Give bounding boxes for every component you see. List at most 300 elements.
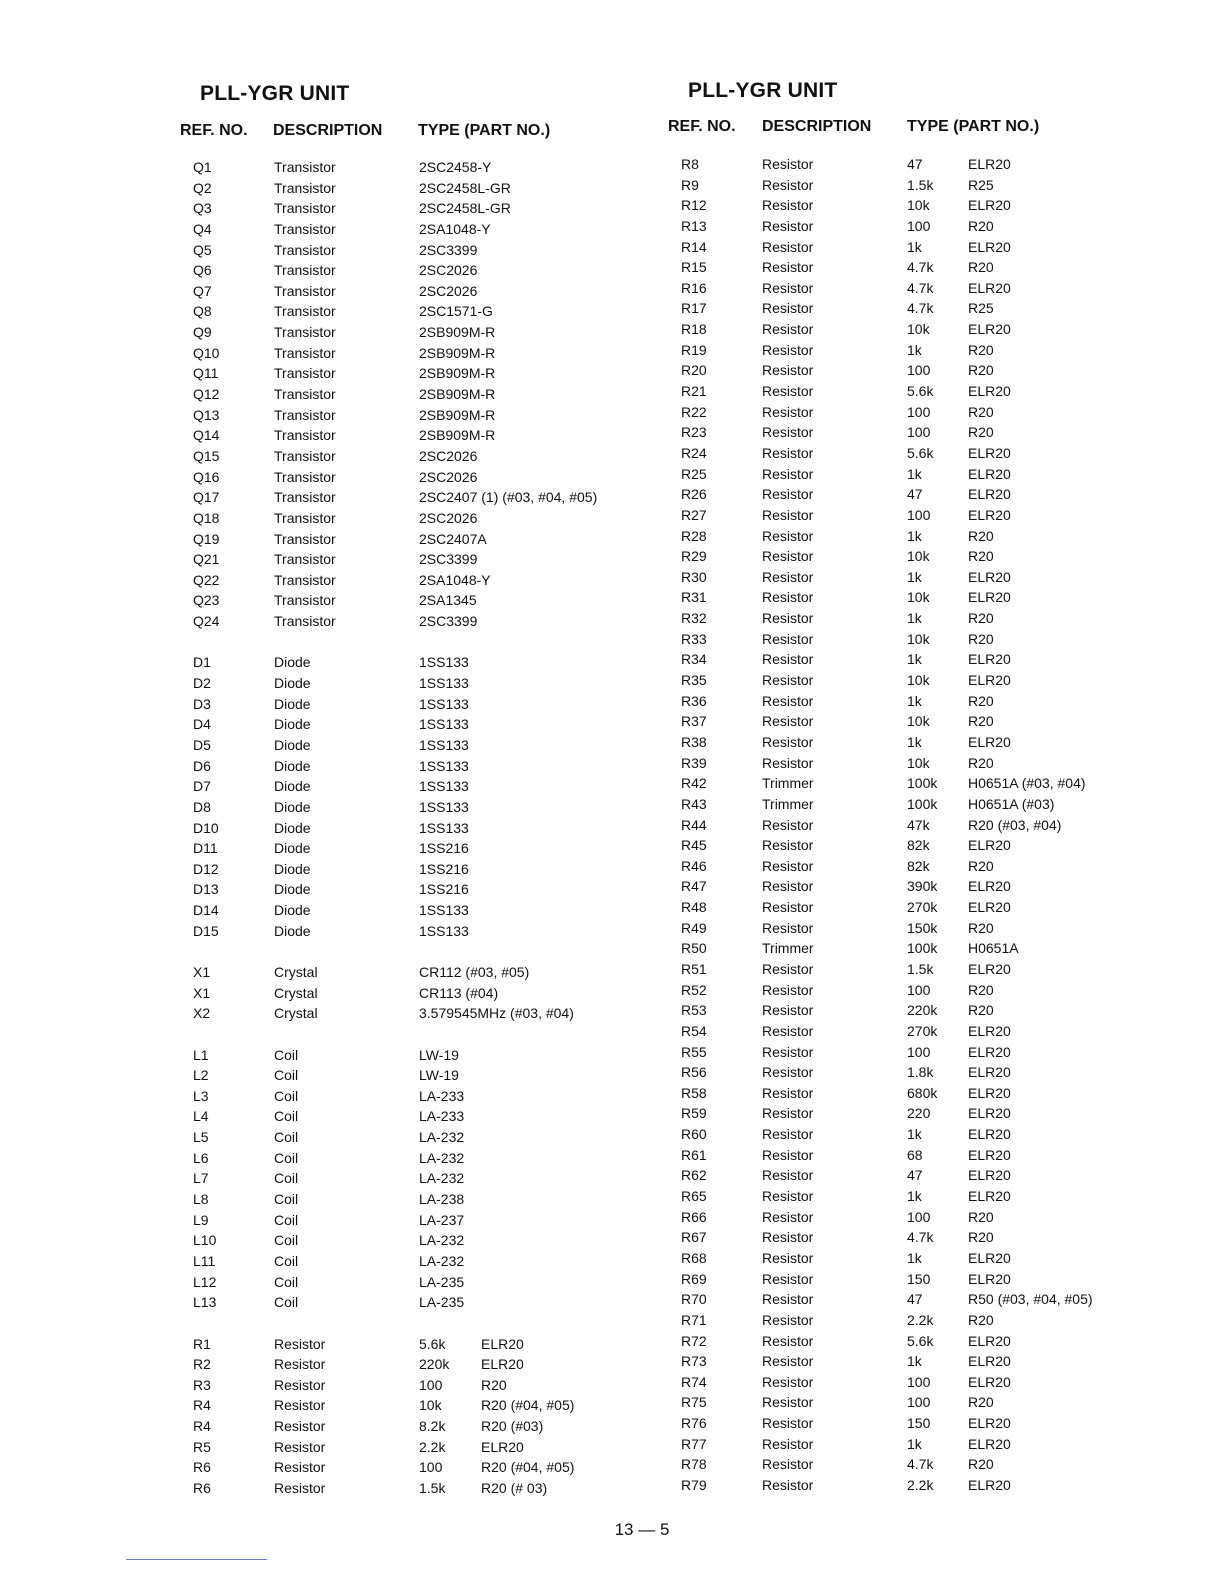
part-no-cell: H0651A (#03, #04) — [968, 775, 1086, 792]
ref-no-cell: R38 — [681, 733, 707, 750]
header-ref-no: REF. NO. — [668, 118, 736, 135]
ref-no-cell: R79 — [681, 1477, 707, 1493]
description-cell: Resistor — [762, 321, 814, 338]
type-cell: 2SC2407A — [419, 530, 487, 547]
type-cell: 4.7k — [907, 259, 934, 276]
description-cell: Transistor — [274, 551, 336, 568]
type-cell: 5.6k — [907, 1332, 934, 1349]
ref-no-cell: R59 — [681, 1105, 707, 1122]
ref-no-cell: L10 — [193, 1232, 217, 1249]
type-cell: 1SS133 — [419, 819, 469, 836]
part-no-cell: ELR20 — [968, 837, 1011, 854]
ref-no-cell: R76 — [681, 1415, 707, 1432]
description-cell: Resistor — [762, 672, 814, 689]
unit-title: PLL-YGR UNIT — [688, 79, 838, 102]
ref-no-cell: D15 — [193, 922, 219, 939]
type-cell: 1SS133 — [419, 757, 469, 774]
ref-no-cell: D14 — [193, 902, 219, 919]
part-no-cell: ELR20 — [968, 1022, 1011, 1039]
part-no-cell: ELR20 — [968, 1477, 1011, 1493]
ref-no-cell: L5 — [193, 1129, 209, 1146]
ref-no-cell: D6 — [193, 757, 211, 774]
part-no-cell: ELR20 — [481, 1356, 524, 1373]
description-cell: Transistor — [274, 159, 336, 175]
type-cell: LA-235 — [419, 1273, 465, 1290]
description-cell: Resistor — [762, 1373, 814, 1390]
type-cell: 1.5k — [907, 176, 934, 193]
page-number: 13 — 5 — [614, 1520, 670, 1539]
description-cell: Resistor — [762, 692, 814, 709]
description-cell: Resistor — [762, 465, 814, 482]
description-cell: Resistor — [762, 1043, 814, 1060]
ref-no-cell: R53 — [681, 1002, 707, 1019]
part-no-cell: ELR20 — [968, 733, 1011, 750]
description-cell: Resistor — [762, 1394, 814, 1411]
ref-no-cell: R73 — [681, 1353, 707, 1370]
part-no-cell: ELR20 — [968, 156, 1011, 172]
type-cell: LA-232 — [419, 1129, 465, 1146]
description-cell: Resistor — [762, 279, 814, 296]
type-cell: 47 — [907, 1167, 923, 1184]
type-cell: 2SA1048-Y — [419, 571, 491, 588]
type-cell: 2SA1345 — [419, 592, 477, 609]
description-cell: Transistor — [274, 241, 336, 258]
type-cell: 5.6k — [419, 1335, 446, 1352]
type-cell: 2SB909M-R — [419, 344, 496, 361]
type-cell: LA-232 — [419, 1252, 465, 1269]
ref-no-cell: R60 — [681, 1126, 707, 1143]
part-no-cell: ELR20 — [968, 506, 1011, 523]
description-cell: Diode — [274, 902, 311, 919]
ref-no-cell: R52 — [681, 981, 707, 998]
ref-no-cell: R45 — [681, 837, 707, 854]
ref-no-cell: R12 — [681, 197, 707, 214]
part-no-cell: R20 — [968, 362, 994, 379]
description-cell: Transistor — [274, 592, 336, 609]
description-cell: Resistor — [762, 383, 814, 400]
description-cell: Resistor — [762, 878, 814, 895]
description-cell: Resistor — [762, 857, 814, 874]
type-cell: 100 — [907, 362, 931, 379]
description-cell: Resistor — [762, 197, 814, 214]
part-no-cell: R20 (#04, #05) — [481, 1397, 575, 1414]
type-cell: 1SS133 — [419, 675, 469, 692]
part-no-cell: ELR20 — [968, 1084, 1011, 1101]
description-cell: Diode — [274, 675, 311, 692]
description-cell: Diode — [274, 716, 311, 733]
type-cell: 150 — [907, 1270, 931, 1287]
ref-no-cell: R44 — [681, 816, 707, 833]
ref-no-cell: R35 — [681, 672, 707, 689]
ref-no-cell: Q2 — [193, 179, 212, 196]
description-cell: Resistor — [762, 1456, 814, 1473]
ref-no-cell: R15 — [681, 259, 707, 276]
description-cell: Resistor — [762, 217, 814, 234]
type-cell: 2SB909M-R — [419, 406, 496, 423]
ref-no-cell: Q21 — [193, 551, 220, 568]
type-cell: 150 — [907, 1415, 931, 1432]
ref-no-cell: D2 — [193, 675, 211, 692]
description-cell: Transistor — [274, 530, 336, 547]
description-cell: Resistor — [762, 1188, 814, 1205]
description-cell: Resistor — [762, 1229, 814, 1246]
ref-no-cell: Q12 — [193, 386, 220, 403]
description-cell: Transistor — [274, 179, 336, 196]
type-cell: 1SS216 — [419, 860, 469, 877]
description-cell: Resistor — [762, 238, 814, 255]
type-cell: LA-235 — [419, 1294, 465, 1311]
ref-no-cell: R61 — [681, 1146, 707, 1163]
part-no-cell: ELR20 — [968, 238, 1011, 255]
type-cell: 100 — [907, 1373, 931, 1390]
type-cell: CR112 (#03, #05) — [419, 963, 530, 980]
ref-no-cell: L11 — [193, 1252, 216, 1269]
ref-no-cell: R19 — [681, 341, 707, 358]
type-cell: LA-232 — [419, 1232, 465, 1249]
ref-no-cell: L7 — [193, 1170, 209, 1187]
description-cell: Resistor — [762, 960, 814, 977]
description-cell: Resistor — [762, 156, 814, 172]
ref-no-cell: D1 — [193, 654, 211, 671]
ref-no-cell: L12 — [193, 1273, 217, 1290]
ref-no-cell: R6 — [193, 1459, 211, 1476]
type-cell: 2SC2026 — [419, 447, 478, 464]
type-cell: 5.6k — [907, 444, 934, 461]
type-cell: 1SS133 — [419, 902, 469, 919]
ref-no-cell: R69 — [681, 1270, 707, 1287]
type-cell: 4.7k — [907, 300, 934, 317]
ref-no-cell: Q8 — [193, 303, 212, 320]
description-cell: Trimmer — [762, 775, 814, 792]
part-no-cell: R20 (#03, #04) — [968, 816, 1062, 833]
description-cell: Transistor — [274, 571, 336, 588]
ref-no-cell: D7 — [193, 778, 211, 795]
ref-no-cell: R24 — [681, 444, 707, 461]
description-cell: Resistor — [274, 1335, 326, 1352]
ref-no-cell: X1 — [193, 984, 211, 1001]
ref-no-cell: R68 — [681, 1249, 707, 1266]
ref-no-cell: Q3 — [193, 200, 212, 217]
description-cell: Resistor — [762, 610, 814, 627]
description-cell: Resistor — [762, 506, 814, 523]
description-cell: Diode — [274, 922, 311, 939]
ref-no-cell: L9 — [193, 1211, 209, 1228]
description-cell: Resistor — [762, 1002, 814, 1019]
part-no-cell: R20 — [968, 217, 994, 234]
ref-no-cell: R58 — [681, 1084, 707, 1101]
part-no-cell: ELR20 — [968, 1332, 1011, 1349]
description-cell: Resistor — [762, 651, 814, 668]
type-cell: 1k — [907, 341, 922, 358]
description-cell: Transistor — [274, 468, 336, 485]
ref-no-cell: R49 — [681, 919, 707, 936]
ref-no-cell: L8 — [193, 1191, 209, 1208]
ref-no-cell: L6 — [193, 1149, 209, 1166]
ref-no-cell: R67 — [681, 1229, 707, 1246]
description-cell: Coil — [274, 1252, 299, 1269]
type-cell: 2SC1571-G — [419, 303, 493, 320]
ref-no-cell: Q7 — [193, 282, 212, 299]
description-cell: Resistor — [762, 341, 814, 358]
part-no-cell: ELR20 — [968, 651, 1011, 668]
ref-no-cell: Q15 — [193, 447, 220, 464]
ref-no-cell: D3 — [193, 695, 211, 712]
description-cell: Crystal — [274, 984, 318, 1001]
description-cell: Diode — [274, 881, 311, 898]
ref-no-cell: Q18 — [193, 509, 220, 526]
part-no-cell: ELR20 — [968, 197, 1011, 214]
description-cell: Resistor — [762, 1022, 814, 1039]
unit-title: PLL-YGR UNIT — [200, 82, 350, 105]
description-cell: Resistor — [762, 1064, 814, 1081]
type-cell: 2SB909M-R — [419, 365, 496, 382]
type-cell: 1k — [907, 610, 922, 627]
type-cell: 10k — [907, 713, 930, 730]
ref-no-cell: R13 — [681, 217, 707, 234]
part-no-cell: ELR20 — [968, 878, 1011, 895]
part-no-cell: ELR20 — [968, 1353, 1011, 1370]
type-cell: 82k — [907, 857, 930, 874]
type-cell: 2SC2407 (1) (#03, #04, #05) — [419, 489, 598, 506]
type-cell: 47 — [907, 1291, 923, 1308]
ref-no-cell: R4 — [193, 1418, 211, 1435]
description-cell: Resistor — [274, 1418, 326, 1435]
description-cell: Diode — [274, 736, 311, 753]
description-cell: Resistor — [762, 1477, 814, 1493]
type-cell: 1SS133 — [419, 716, 469, 733]
type-cell: 3.579545MHz (#03, #04) — [419, 1005, 574, 1022]
ref-no-cell: R51 — [681, 960, 707, 977]
description-cell: Coil — [274, 1294, 299, 1311]
part-no-cell: ELR20 — [968, 1146, 1011, 1163]
ref-no-cell: Q19 — [193, 530, 220, 547]
ref-no-cell: R6 — [193, 1480, 211, 1496]
type-cell: 68 — [907, 1146, 923, 1163]
ref-no-cell: D5 — [193, 736, 211, 753]
description-cell: Resistor — [762, 527, 814, 544]
type-cell: 4.7k — [907, 1229, 934, 1246]
ref-no-cell: R48 — [681, 899, 707, 916]
description-cell: Resistor — [762, 1167, 814, 1184]
description-cell: Resistor — [762, 444, 814, 461]
description-cell: Resistor — [762, 837, 814, 854]
description-cell: Transistor — [274, 489, 336, 506]
type-cell: 2SA1048-Y — [419, 220, 491, 237]
part-no-cell: ELR20 — [968, 1188, 1011, 1205]
description-cell: Coil — [274, 1108, 299, 1125]
ref-no-cell: R74 — [681, 1373, 707, 1390]
ref-no-cell: R32 — [681, 610, 707, 627]
type-cell: CR113 (#04) — [419, 984, 499, 1001]
type-cell: 1.8k — [907, 1064, 934, 1081]
description-cell: Transistor — [274, 262, 336, 279]
type-cell: 2SC3399 — [419, 241, 478, 258]
part-no-cell: R20 (#03) — [481, 1418, 544, 1435]
ref-no-cell: R62 — [681, 1167, 707, 1184]
description-cell: Crystal — [274, 1005, 318, 1022]
type-cell: LA-238 — [419, 1191, 465, 1208]
ref-no-cell: L2 — [193, 1067, 209, 1084]
part-no-cell: ELR20 — [968, 444, 1011, 461]
type-cell: 1k — [907, 465, 922, 482]
description-cell: Resistor — [762, 568, 814, 585]
type-cell: 4.7k — [907, 1456, 934, 1473]
part-no-cell: ELR20 — [968, 1064, 1011, 1081]
description-cell: Transistor — [274, 200, 336, 217]
ref-no-cell: R5 — [193, 1438, 211, 1455]
description-cell: Transistor — [274, 406, 336, 423]
description-cell: Coil — [274, 1191, 299, 1208]
part-no-cell: R25 — [968, 176, 994, 193]
description-cell: Crystal — [274, 963, 318, 980]
type-cell: 47 — [907, 156, 923, 172]
description-cell: Diode — [274, 819, 311, 836]
type-cell: 100 — [907, 981, 931, 998]
type-cell: 1SS133 — [419, 922, 469, 939]
type-cell: 10k — [907, 589, 930, 606]
description-cell: Resistor — [762, 1435, 814, 1452]
ref-no-cell: R65 — [681, 1188, 707, 1205]
ref-no-cell: R71 — [681, 1311, 707, 1328]
part-no-cell: ELR20 — [968, 1043, 1011, 1060]
part-no-cell: ELR20 — [968, 1249, 1011, 1266]
part-no-cell: ELR20 — [968, 960, 1011, 977]
ref-no-cell: R18 — [681, 321, 707, 338]
type-cell: 1k — [907, 1188, 922, 1205]
description-cell: Resistor — [762, 486, 814, 503]
description-cell: Transistor — [274, 365, 336, 382]
ref-no-cell: R36 — [681, 692, 707, 709]
type-cell: 2SC2026 — [419, 282, 478, 299]
description-cell: Resistor — [762, 1146, 814, 1163]
ref-no-cell: Q11 — [193, 365, 219, 382]
description-cell: Resistor — [762, 1249, 814, 1266]
type-cell: 10k — [907, 672, 930, 689]
ref-no-cell: R2 — [193, 1356, 211, 1373]
type-cell: 1k — [907, 1435, 922, 1452]
type-cell: 5.6k — [907, 383, 934, 400]
type-cell: 2SC2458L-GR — [419, 179, 511, 196]
description-cell: Resistor — [762, 630, 814, 647]
part-no-cell: ELR20 — [968, 321, 1011, 338]
ref-no-cell: X2 — [193, 1005, 211, 1022]
part-no-cell: R20 — [968, 630, 994, 647]
type-cell: 1SS133 — [419, 736, 469, 753]
ref-no-cell: R39 — [681, 754, 707, 771]
type-cell: 2.2k — [419, 1438, 446, 1455]
description-cell: Resistor — [762, 1332, 814, 1349]
type-cell: 1k — [907, 1353, 922, 1370]
ref-no-cell: R56 — [681, 1064, 707, 1081]
description-cell: Coil — [274, 1232, 299, 1249]
description-cell: Resistor — [762, 589, 814, 606]
description-cell: Diode — [274, 798, 311, 815]
type-cell: 150k — [907, 919, 938, 936]
type-cell: 2SC2026 — [419, 468, 478, 485]
part-no-cell: ELR20 — [968, 279, 1011, 296]
ref-no-cell: R1 — [193, 1335, 211, 1352]
description-cell: Resistor — [274, 1438, 326, 1455]
ref-no-cell: R9 — [681, 176, 699, 193]
type-cell: 1k — [907, 527, 922, 544]
description-cell: Transistor — [274, 220, 336, 237]
type-cell: 680k — [907, 1084, 938, 1101]
type-cell: 4.7k — [907, 279, 934, 296]
ref-no-cell: L3 — [193, 1087, 209, 1104]
header-description: DESCRIPTION — [762, 118, 872, 135]
header-type-part-no: TYPE (PART NO.) — [418, 122, 551, 139]
part-no-cell: R20 — [968, 1229, 994, 1246]
description-cell: Coil — [274, 1170, 299, 1187]
part-no-cell: R20 — [968, 857, 994, 874]
ref-no-cell: R42 — [681, 775, 707, 792]
description-cell: Resistor — [274, 1459, 326, 1476]
ref-no-cell: R21 — [681, 383, 707, 400]
type-cell: 1k — [907, 1249, 922, 1266]
type-cell: 2SB909M-R — [419, 386, 496, 403]
type-cell: LW-19 — [419, 1067, 459, 1084]
type-cell: 1k — [907, 238, 922, 255]
description-cell: Resistor — [274, 1480, 326, 1496]
type-cell: 47k — [907, 816, 930, 833]
type-cell: 100k — [907, 795, 938, 812]
type-cell: 1SS216 — [419, 881, 469, 898]
ref-no-cell: R66 — [681, 1208, 707, 1225]
description-cell: Resistor — [274, 1376, 326, 1393]
ref-no-cell: R78 — [681, 1456, 707, 1473]
description-cell: Transistor — [274, 386, 336, 403]
part-no-cell: R20 — [968, 259, 994, 276]
part-no-cell: R20 — [968, 1208, 994, 1225]
ref-no-cell: Q4 — [193, 220, 212, 237]
type-cell: 1SS133 — [419, 798, 469, 815]
ref-no-cell: L1 — [193, 1046, 209, 1063]
type-cell: 2.2k — [907, 1477, 934, 1493]
ref-no-cell: Q9 — [193, 324, 212, 341]
type-cell: 10k — [907, 548, 930, 565]
part-no-cell: R20 — [968, 527, 994, 544]
description-cell: Resistor — [762, 899, 814, 916]
ref-no-cell: R33 — [681, 630, 707, 647]
type-cell: 10k — [907, 754, 930, 771]
description-cell: Diode — [274, 860, 311, 877]
type-cell: 100 — [907, 1394, 931, 1411]
ref-no-cell: Q13 — [193, 406, 220, 423]
ref-no-cell: R16 — [681, 279, 707, 296]
part-no-cell: ELR20 — [968, 672, 1011, 689]
ref-no-cell: D13 — [193, 881, 219, 898]
description-cell: Diode — [274, 757, 311, 774]
part-no-cell: ELR20 — [968, 1270, 1011, 1287]
description-cell: Resistor — [762, 1353, 814, 1370]
type-cell: 1SS133 — [419, 695, 469, 712]
ref-no-cell: R14 — [681, 238, 707, 255]
type-cell: 100 — [907, 506, 931, 523]
ref-no-cell: R23 — [681, 424, 707, 441]
part-no-cell: R20 — [968, 919, 994, 936]
ref-no-cell: Q14 — [193, 427, 220, 444]
part-no-cell: R20 — [968, 1394, 994, 1411]
description-cell: Transistor — [274, 282, 336, 299]
ref-no-cell: R72 — [681, 1332, 707, 1349]
type-cell: LA-232 — [419, 1149, 465, 1166]
part-no-cell: R20 — [968, 713, 994, 730]
part-no-cell: R20 — [968, 754, 994, 771]
description-cell: Diode — [274, 654, 311, 671]
description-cell: Coil — [274, 1129, 299, 1146]
ref-no-cell: Q23 — [193, 592, 220, 609]
part-no-cell: ELR20 — [968, 1373, 1011, 1390]
